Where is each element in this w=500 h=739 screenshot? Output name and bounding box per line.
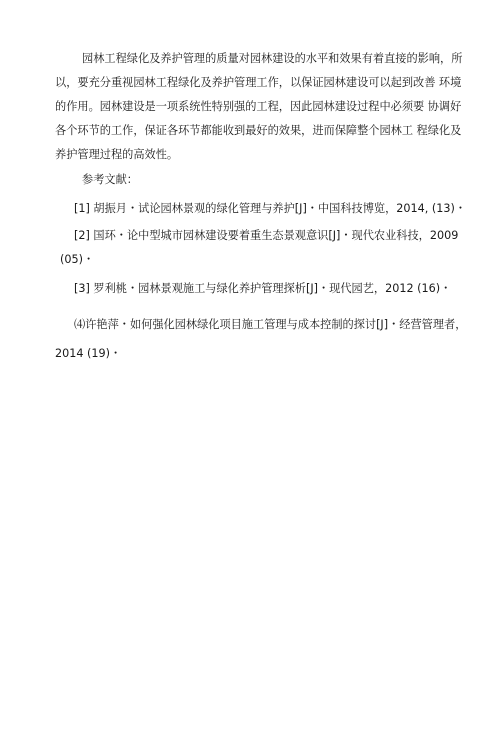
paragraph-line: 各个环节的工作，保证各环节都能收到最好的效果，进而保障整个园林工 程绿化及: [55, 124, 462, 137]
paragraph-line: 园林工程绿化及养护管理的质量对园林建设的水平和效果有着直接的影响，所: [82, 52, 463, 65]
reference-item-2: [2] 国环・论中型城市园林建设要着重生态景观意识[J]・现代农业科技，2009: [74, 229, 459, 242]
reference-item-4: ⑷许艳萍・如何强化园林绿化项目施工管理与成本控制的探讨[J]・经营管理者，: [74, 318, 467, 331]
references-heading: 参考文献：: [82, 173, 138, 186]
paragraph-line: 的作用。园林建设是一项系统性特别强的工程，因此园林建设过程中必须要 协调好: [55, 100, 462, 113]
reference-item-4-continuation: 2014 (19)・: [55, 347, 122, 360]
paragraph-line: 养护管理过程的高效性。: [55, 148, 179, 161]
reference-item-3: [3] 罗利桃・园林景观施工与绿化养护管理探析[J]・现代园艺，2012 (16)・: [74, 282, 452, 295]
reference-item-1: [1] 胡振月・试论园林景观的绿化管理与养护[J]・中国科技博览，2014, (13)・: [74, 202, 467, 215]
reference-item-2-continuation: (05)・: [60, 253, 95, 266]
paragraph-line: 以，要充分重视园林工程绿化及养护管理工作，以保证园林建设可以起到改善 环境: [55, 76, 462, 89]
